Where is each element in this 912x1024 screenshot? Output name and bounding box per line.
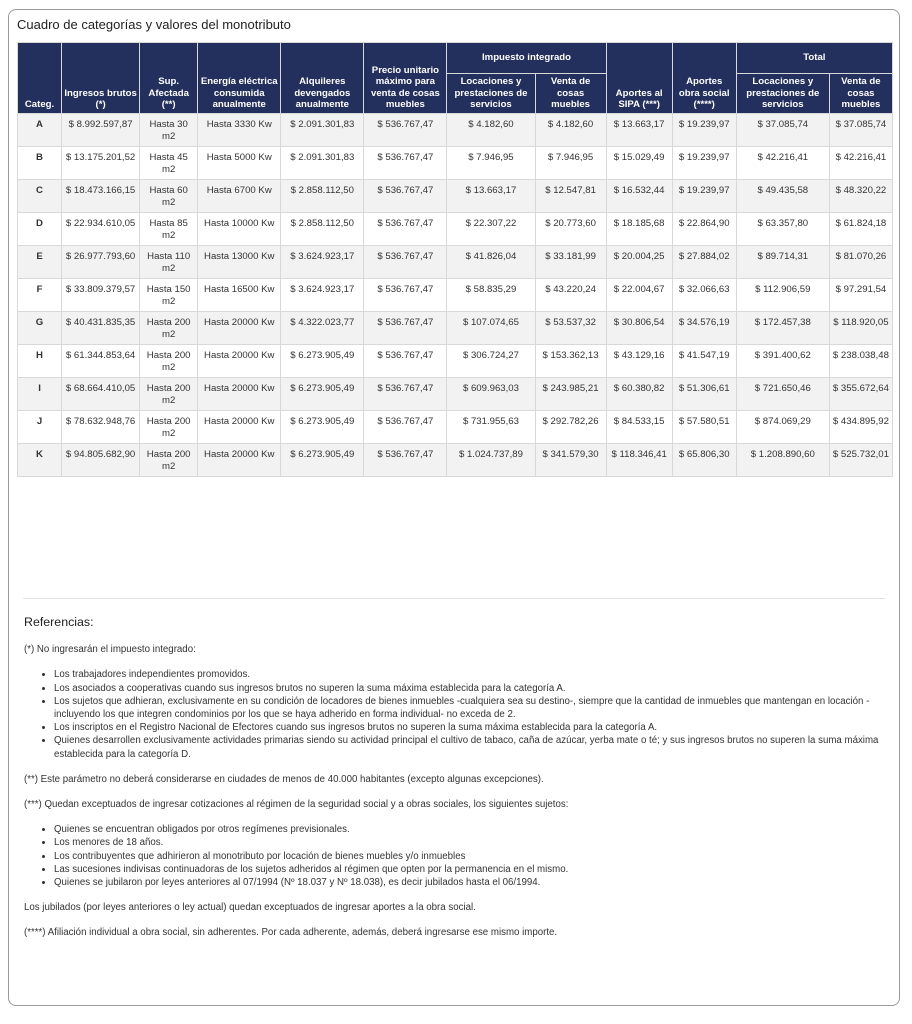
header-alquileres: Alquileres devengados anualmente: [281, 43, 364, 114]
cell-tot-venta: $ 48.320,22: [829, 179, 892, 212]
table-row: [18, 113, 893, 146]
cell-sipa: $ 16.532,44: [606, 179, 672, 212]
cell-imp-venta: $ 7.946,95: [535, 146, 606, 179]
cell-energia: Hasta 16500 Kw: [198, 278, 281, 311]
cell-tot-locaciones: $ 1.208.890,60: [736, 443, 829, 476]
cell-energia: Hasta 5000 Kw: [198, 146, 281, 179]
cell-energia: Hasta 10000 Kw: [198, 212, 281, 245]
cell-ingresos: $ 78.632.948,76: [62, 410, 140, 443]
cell-ingresos: $ 8.992.597,87: [62, 113, 140, 146]
cell-imp-venta: $ 53.537,32: [535, 311, 606, 344]
cell-tot-locaciones: $ 112.906,59: [736, 278, 829, 311]
cell-superficie: Hasta 200 m2: [140, 377, 198, 410]
cell-precio: $ 536.767,47: [364, 179, 447, 212]
reference-list-1: [24, 668, 884, 760]
cell-precio: $ 536.767,47: [364, 410, 447, 443]
cell-imp-locaciones: $ 609.963,03: [447, 377, 535, 410]
cell-obra-social: $ 19.239,97: [672, 146, 736, 179]
cell-tot-locaciones: $ 42.216,41: [736, 146, 829, 179]
cell-alquileres: $ 2.091.301,83: [281, 113, 364, 146]
cell-energia: Hasta 6700 Kw: [198, 179, 281, 212]
cell-precio: $ 536.767,47: [364, 443, 447, 476]
cell-alquileres: $ 6.273.905,49: [281, 377, 364, 410]
table-row: [18, 146, 893, 179]
cell-category: H: [18, 344, 62, 377]
header-energia: Energía eléctrica consumida anualmente: [198, 43, 281, 114]
cell-superficie: Hasta 30 m2: [140, 113, 198, 146]
header-precio-unitario: Precio unitario máximo para venta de cosas muebles: [364, 43, 447, 114]
cell-category: B: [18, 146, 62, 179]
cell-sipa: $ 84.533,15: [606, 410, 672, 443]
list-item: • Los asociados a cooperativas cuando sus ingresos brutos no superen la suma máxima establecida para la categoría A.: [54, 682, 884, 695]
cell-category: A: [18, 113, 62, 146]
reference-note-1: (*) No ingresarán el impuesto integrado:: [24, 644, 196, 656]
cell-alquileres: $ 6.273.905,49: [281, 410, 364, 443]
cell-precio: $ 536.767,47: [364, 113, 447, 146]
cell-category: G: [18, 311, 62, 344]
cell-imp-venta: $ 12.547,81: [535, 179, 606, 212]
cell-precio: $ 536.767,47: [364, 212, 447, 245]
cell-precio: $ 536.767,47: [364, 245, 447, 278]
cell-superficie: Hasta 60 m2: [140, 179, 198, 212]
cell-precio: $ 536.767,47: [364, 344, 447, 377]
cell-tot-locaciones: $ 49.435,58: [736, 179, 829, 212]
cell-tot-venta: $ 525.732,01: [829, 443, 892, 476]
cell-imp-venta: $ 20.773,60: [535, 212, 606, 245]
cell-ingresos: $ 40.431.835,35: [62, 311, 140, 344]
cell-superficie: Hasta 150 m2: [140, 278, 198, 311]
cell-superficie: Hasta 45 m2: [140, 146, 198, 179]
table-row: [18, 179, 893, 212]
cell-alquileres: $ 6.273.905,49: [281, 344, 364, 377]
cell-superficie: Hasta 200 m2: [140, 311, 198, 344]
cell-category: F: [18, 278, 62, 311]
cell-alquileres: $ 4.322.023,77: [281, 311, 364, 344]
table-row: [18, 245, 893, 278]
cell-energia: Hasta 20000 Kw: [198, 377, 281, 410]
cell-tot-venta: $ 238.038,48: [829, 344, 892, 377]
cell-sipa: $ 30.806,54: [606, 311, 672, 344]
page-title: Cuadro de categorías y valores del monotributo: [17, 17, 291, 32]
cell-obra-social: $ 57.580,51: [672, 410, 736, 443]
cell-imp-locaciones: $ 41.826,04: [447, 245, 535, 278]
cell-precio: $ 536.767,47: [364, 278, 447, 311]
cell-category: K: [18, 443, 62, 476]
cell-energia: Hasta 20000 Kw: [198, 410, 281, 443]
cell-superficie: Hasta 200 m2: [140, 443, 198, 476]
cell-ingresos: $ 94.805.682,90: [62, 443, 140, 476]
cell-tot-locaciones: $ 89.714,31: [736, 245, 829, 278]
cell-ingresos: $ 13.175.201,52: [62, 146, 140, 179]
list-item: • Los menores de 18 años.: [54, 836, 884, 849]
cell-imp-locaciones: $ 4.182,60: [447, 113, 535, 146]
cell-tot-venta: $ 61.824,18: [829, 212, 892, 245]
cell-obra-social: $ 65.806,30: [672, 443, 736, 476]
cell-imp-venta: $ 153.362,13: [535, 344, 606, 377]
cell-alquileres: $ 6.273.905,49: [281, 443, 364, 476]
header-superficie: Sup. Afectada (**): [140, 43, 198, 114]
references-heading: Referencias:: [24, 615, 94, 629]
cell-energia: Hasta 13000 Kw: [198, 245, 281, 278]
list-item: • Las sucesiones indivisas continuadoras de los sujetos adheridos al régimen que opten por la permanencia en el mismo.: [54, 863, 884, 876]
cell-sipa: $ 18.185,68: [606, 212, 672, 245]
cell-sipa: $ 20.004,25: [606, 245, 672, 278]
cell-energia: Hasta 3330 Kw: [198, 113, 281, 146]
cell-imp-venta: $ 43.220,24: [535, 278, 606, 311]
cell-imp-venta: $ 4.182,60: [535, 113, 606, 146]
cell-imp-venta: $ 243.985,21: [535, 377, 606, 410]
cell-imp-locaciones: $ 7.946,95: [447, 146, 535, 179]
cell-tot-venta: $ 434.895,92: [829, 410, 892, 443]
cell-precio: $ 536.767,47: [364, 146, 447, 179]
cell-precio: $ 536.767,47: [364, 377, 447, 410]
cell-tot-venta: $ 81.070,26: [829, 245, 892, 278]
table-row: [18, 344, 893, 377]
cell-superficie: Hasta 200 m2: [140, 410, 198, 443]
table-body: [18, 113, 893, 476]
cell-category: E: [18, 245, 62, 278]
cell-obra-social: $ 22.864,90: [672, 212, 736, 245]
references-section: [24, 616, 884, 952]
cell-imp-locaciones: $ 13.663,17: [447, 179, 535, 212]
table-row: [18, 311, 893, 344]
list-item: • Los contribuyentes que adhirieron al monotributo por locación de bienes muebles y/o inmuebles: [54, 850, 884, 863]
cell-ingresos: $ 26.977.793,60: [62, 245, 140, 278]
cell-alquileres: $ 2.858.112,50: [281, 179, 364, 212]
cell-sipa: $ 22.004,67: [606, 278, 672, 311]
cell-tot-locaciones: $ 63.357,80: [736, 212, 829, 245]
cell-alquileres: $ 3.624.923,17: [281, 278, 364, 311]
reference-note-2: (**) Este parámetro no deberá considerarse en ciudades de menos de 40.000 habitantes (excepto algunas excepciones).: [24, 773, 544, 785]
cell-imp-venta: $ 341.579,30: [535, 443, 606, 476]
cell-imp-locaciones: $ 1.024.737,89: [447, 443, 535, 476]
cell-tot-venta: $ 42.216,41: [829, 146, 892, 179]
cell-imp-locaciones: $ 107.074,65: [447, 311, 535, 344]
cell-imp-venta: $ 33.181,99: [535, 245, 606, 278]
cell-energia: Hasta 20000 Kw: [198, 443, 281, 476]
cell-alquileres: $ 2.858.112,50: [281, 212, 364, 245]
cell-tot-venta: $ 37.085,74: [829, 113, 892, 146]
cell-obra-social: $ 34.576,19: [672, 311, 736, 344]
header-ingresos: Ingresos brutos (*): [62, 43, 140, 114]
table-row: [18, 443, 893, 476]
cell-energia: Hasta 20000 Kw: [198, 344, 281, 377]
cell-superficie: Hasta 200 m2: [140, 344, 198, 377]
cell-tot-venta: $ 355.672,64: [829, 377, 892, 410]
cell-category: I: [18, 377, 62, 410]
table-row: [18, 278, 893, 311]
cell-sipa: $ 118.346,41: [606, 443, 672, 476]
cell-energia: Hasta 20000 Kw: [198, 311, 281, 344]
cell-category: C: [18, 179, 62, 212]
cell-tot-locaciones: $ 874.069,29: [736, 410, 829, 443]
cell-ingresos: $ 61.344.853,64: [62, 344, 140, 377]
header-imp-locaciones: Locaciones y prestaciones de servicios: [447, 74, 535, 114]
header-tot-locaciones: Locaciones y prestaciones de servicios: [736, 74, 829, 114]
header-sipa: Aportes al SIPA (***): [606, 43, 672, 114]
table-row: [18, 212, 893, 245]
reference-note-4: (****) Afiliación individual a obra social, sin adherentes. Por cada adherente, además, deberá ingresarse ese mismo importe.: [24, 927, 558, 939]
cell-tot-venta: $ 97.291,54: [829, 278, 892, 311]
cell-category: J: [18, 410, 62, 443]
cell-alquileres: $ 3.624.923,17: [281, 245, 364, 278]
cell-sipa: $ 13.663,17: [606, 113, 672, 146]
cell-imp-locaciones: $ 22.307,22: [447, 212, 535, 245]
cell-superficie: Hasta 110 m2: [140, 245, 198, 278]
cell-ingresos: $ 18.473.166,15: [62, 179, 140, 212]
cell-obra-social: $ 19.239,97: [672, 179, 736, 212]
cell-sipa: $ 15.029,49: [606, 146, 672, 179]
categories-table: [17, 42, 893, 477]
cell-imp-venta: $ 292.782,26: [535, 410, 606, 443]
list-item: • Quienes se jubilaron por leyes anteriores al 07/1994 (Nº 18.037 y Nº 18.038), es decir jubilados hasta el 06/1994.: [54, 876, 884, 889]
list-item: • Quienes desarrollen exclusivamente actividades primarias siendo su actividad principal el cultivo de tabaco, caña de azúcar, yerba mate o té; y sus ingresos brutos no superen la suma máxima establecida para la categoría D.: [54, 734, 884, 760]
cell-tot-locaciones: $ 37.085,74: [736, 113, 829, 146]
table-row: [18, 410, 893, 443]
cell-obra-social: $ 27.884,02: [672, 245, 736, 278]
cell-sipa: $ 43.129,16: [606, 344, 672, 377]
reference-note-jubilados: Los jubilados (por leyes anteriores o ley actual) quedan exceptuados de ingresar aportes a la obra social.: [24, 902, 476, 914]
cell-tot-locaciones: $ 391.400,62: [736, 344, 829, 377]
header-imp-venta: Venta de cosas muebles: [535, 74, 606, 114]
header-obra-social: Aportes obra social (****): [672, 43, 736, 114]
cell-tot-locaciones: $ 172.457,38: [736, 311, 829, 344]
header-tot-venta: Venta de cosas muebles: [829, 74, 892, 114]
cell-tot-locaciones: $ 721.650,46: [736, 377, 829, 410]
cell-imp-locaciones: $ 731.955,63: [447, 410, 535, 443]
cell-obra-social: $ 41.547,19: [672, 344, 736, 377]
reference-list-3: [24, 823, 884, 889]
list-item: • Quienes se encuentran obligados por otros regímenes previsionales.: [54, 823, 884, 836]
cell-tot-venta: $ 118.920,05: [829, 311, 892, 344]
cell-imp-locaciones: $ 306.724,27: [447, 344, 535, 377]
cell-obra-social: $ 51.306,61: [672, 377, 736, 410]
list-item: • Los trabajadores independientes promovidos.: [54, 668, 884, 681]
table-row: [18, 377, 893, 410]
cell-ingresos: $ 33.809.379,57: [62, 278, 140, 311]
cell-precio: $ 536.767,47: [364, 311, 447, 344]
divider: [23, 598, 885, 599]
cell-obra-social: $ 32.066,63: [672, 278, 736, 311]
cell-imp-locaciones: $ 58.835,29: [447, 278, 535, 311]
cell-sipa: $ 60.380,82: [606, 377, 672, 410]
cell-category: D: [18, 212, 62, 245]
header-total: Total: [736, 43, 892, 74]
cell-obra-social: $ 19.239,97: [672, 113, 736, 146]
reference-note-3: (***) Quedan exceptuados de ingresar cotizaciones al régimen de la seguridad social y a obras sociales, los siguientes sujetos:: [24, 799, 569, 811]
cell-ingresos: $ 22.934.610,05: [62, 212, 140, 245]
cell-ingresos: $ 68.664.410,05: [62, 377, 140, 410]
cell-alquileres: $ 2.091.301,83: [281, 146, 364, 179]
header-impuesto-integrado: Impuesto integrado: [447, 43, 606, 74]
monotributo-card: [8, 9, 900, 1006]
list-item: • Los inscriptos en el Registro Nacional de Efectores cuando sus ingresos brutos no superen la suma máxima establecida para la categoría A.: [54, 721, 884, 734]
list-item: • Los sujetos que adhieran, exclusivamente en su condición de locadores de bienes inmuebles -cualquiera sea su destino-, siempre que la cantidad de inmuebles que mantengan en locación -incluyendo los que integren condominios por los que se haya adherido en forma individual- no exceda de 2.: [54, 695, 884, 721]
cell-superficie: Hasta 85 m2: [140, 212, 198, 245]
header-categ: Categ.: [18, 43, 62, 114]
